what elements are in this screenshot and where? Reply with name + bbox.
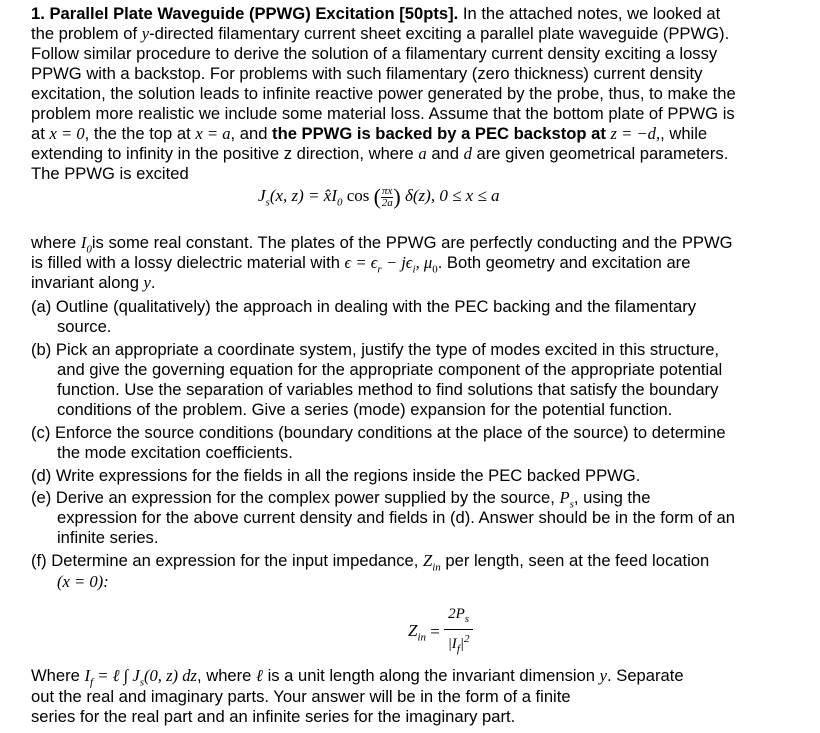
part-f-line-2: (x = 0): — [57, 572, 109, 591]
problem-line-1: 1. Parallel Plate Waveguide (PPWG) Excitation [50pts]. In the attached notes, we looked at — [31, 4, 721, 23]
problem-line-12: invariant along y. — [31, 273, 156, 292]
problem-line-11: is filled with a lossy dielectric material with $\epsilon = \epsilon_r - j\epsilon_i$, $\mu_0$. Both geometry and excitation are — [31, 253, 691, 276]
current-density-equation: $J_s(x$, $z) = x̂I_0$ cos ( $\frac{\pi x}{2a}$ ) δ(z), 0 ≤ x ≤ a — [258, 184, 500, 209]
problem-line-4: PPWG with a backstop. For problems with such filamentary (zero thickness) current density — [31, 64, 703, 83]
part-b-line-3: function. Use the separation of variables method to find solutions that satisfy the boundary — [57, 380, 719, 399]
part-f-line-1: (f) Determine an expression for the input impedance, $Z_{in}$ per length, seen at the feed location — [31, 551, 710, 574]
part-e-line-2: expression for the above current density and fields in (d). Answer should be in the form of an — [57, 508, 735, 527]
part-d-line-1: (d) Write expressions for the fields in all the regions inside the PEC backed PPWG. — [31, 466, 641, 485]
part-b-line-1: (b) Pick an appropriate a coordinate system, justify the type of modes excited in this structure, — [31, 340, 720, 359]
problem-title: 1. Parallel Plate Waveguide (PPWG) Excitation [50pts]. — [31, 4, 459, 23]
footer-line-2: out the real and imaginary parts. Your answer will be in the form of a finite — [31, 687, 571, 706]
problem-line-9: The PPWG is excited — [31, 164, 189, 183]
cos-argument-fraction: $\frac{\pi x}{2a}$ — [381, 184, 393, 209]
part-e-line-1: (e) Derive an expression for the complex power supplied by the source, $P_s$, using the — [31, 488, 651, 511]
part-c-line-1: (c) Enforce the source conditions (boundary conditions at the place of the source) to determine — [31, 423, 726, 442]
problem-line-8: extending to infinity in the positive z direction, where a and d are given geometrical parameters. — [31, 144, 729, 163]
problem-line-10: where $I_0is$ some real constant. The plates of the PPWG are perfectly conducting and the PPWG — [31, 233, 733, 256]
part-a-line-2: source. — [57, 317, 112, 336]
part-a-line-1: (a) Outline (qualitatively) the approach in dealing with the PEC backing and the filamentary — [31, 297, 697, 316]
part-b-line-2: and give the governing equation for the appropriate component of the appropriate potential — [57, 360, 723, 379]
part-e-line-3: infinite series. — [57, 528, 159, 547]
problem-line-7: at x = 0, the the top at x = a, and the PPWG is backed by a PEC backstop at z = −d,, while — [31, 124, 708, 143]
problem-line-5: excitation, the solution leads to infinite reactive power generated by the probe, thus, to make the — [31, 84, 736, 103]
problem-line-3: Follow similar procedure to derive the solution of a filamentary current density exciting a lossy — [31, 44, 718, 63]
problem-line-6: problem more realistic we include some material loss. Assume that the bottom plate of PPWG is — [31, 104, 735, 123]
footer-line-3: series for the real part and an infinite series for the imaginary part. — [31, 707, 516, 726]
input-impedance-equation: $Z_{in}$ = $\frac{2P_s}{|I_f|^2}$ — [408, 605, 473, 659]
part-c-line-2: the mode excitation coefficients. — [57, 443, 293, 462]
zin-fraction: $\frac{2P_s}{|I_f|^2}$ — [444, 605, 473, 659]
part-b-line-4: conditions of the problem. Give a series (mode) expansion for the potential function. — [57, 400, 673, 419]
problem-line-2: the problem of y-directed filamentary current sheet exciting a parallel plate waveguide (PPWG). — [31, 24, 730, 43]
footer-line-1: Where $I_f$ = ℓ ∫ $J_s(0$, z) dz, where ℓ is a unit length along the invariant dimension y. Separate — [31, 666, 684, 689]
